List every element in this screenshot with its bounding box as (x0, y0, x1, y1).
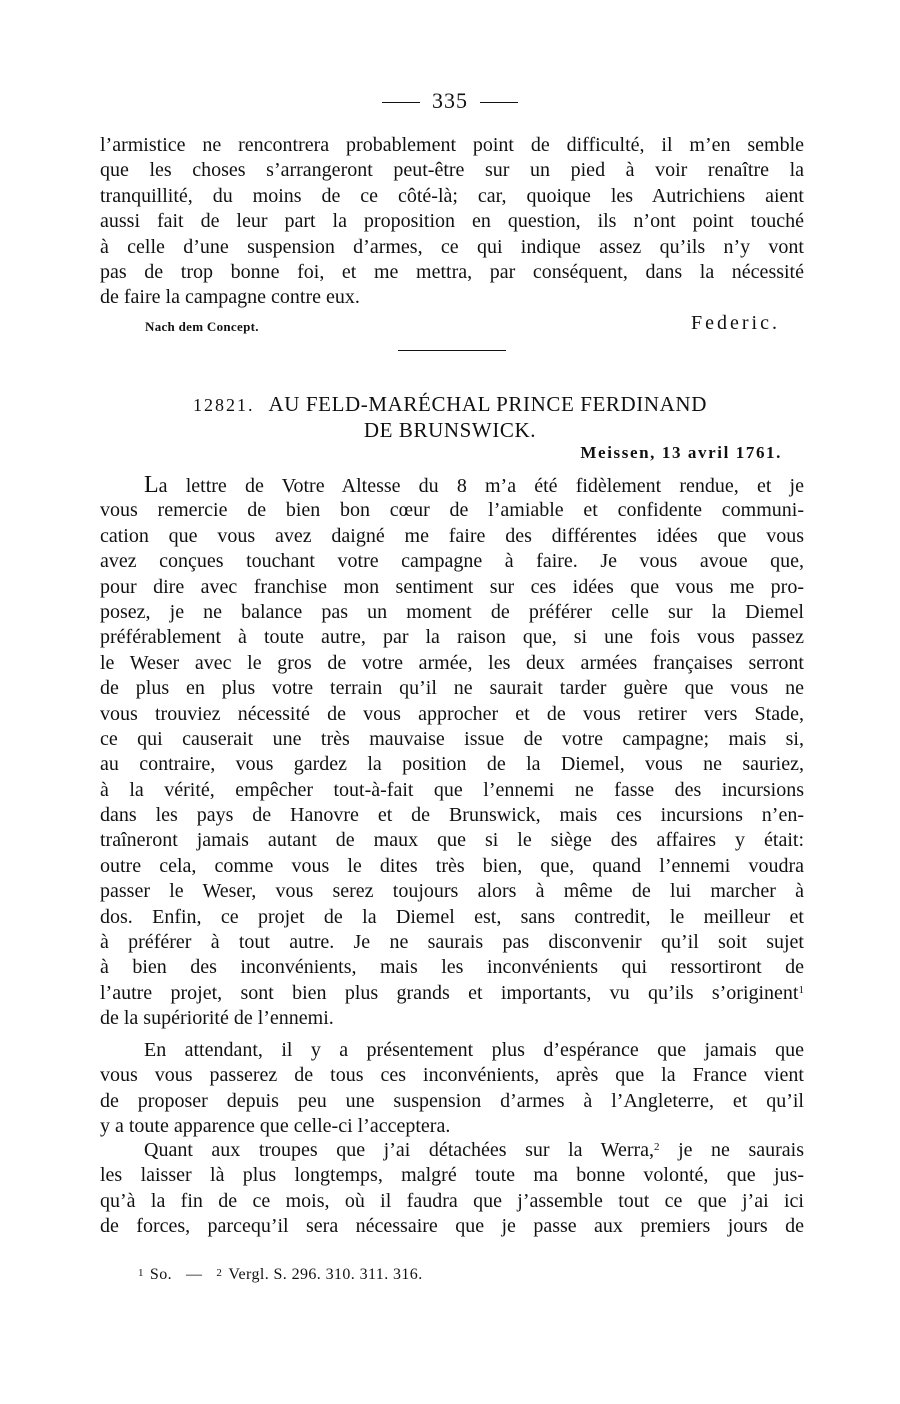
text-line: vous trouviez nécessité de vous approcher et de vous retirer vers Stade, (100, 702, 804, 725)
text-line: outre cela, comme vous le dites très bien, que, quand l’ennemi voudra (100, 854, 804, 877)
footnotes (138, 1266, 423, 1284)
text-line-body: l’autre projet, sont bien plus grands et importants, vu qu’ils s’originent (100, 981, 799, 1004)
source-note: Nach dem Concept. (145, 319, 259, 334)
text-line: ce qui causerait une très mauvaise issue de votre campagne; mais si, (100, 727, 804, 750)
text-line: de plus en plus votre terrain qu’il ne saurait tarder guère que vous ne (100, 677, 804, 700)
letter-heading (100, 392, 800, 443)
text-line: y a toute apparence que celle-ci l’acceptera. (100, 1115, 451, 1138)
text-line: de faire la campagne contre eux. (100, 286, 360, 309)
text-line: passer le Weser, vous serez toujours alors à même de lui marcher à (100, 880, 804, 903)
page-number: 335 (432, 88, 468, 113)
text-line: vous vous passerez de tous ces inconvénients, après que la France vient (100, 1064, 804, 1087)
text-line: à préférer à tout autre. Je ne saurais pas disconvenir qu’il soit sujet (100, 931, 804, 954)
text-line-body: Quant aux troupes que j’ai détachées sur la Werra, (144, 1139, 655, 1161)
text-line: qu’à la fin de ce mois, où il faudra que j’assemble tout ce que j’ai ici (100, 1189, 804, 1212)
letter-paragraph-3 (100, 1138, 804, 1240)
letter-paragraph-2 (100, 1038, 804, 1140)
text-line-with-footnote (100, 981, 804, 1006)
initial-letter: L (144, 473, 159, 498)
text-line-body: je ne saurais (659, 1139, 804, 1161)
text-line: les laisser là plus longtemps, malgré toute ma bonne volonté, que jus- (100, 1164, 804, 1187)
footnote-mark: 1 (138, 1267, 144, 1279)
footnote-text: Vergl. S. 296. 310. 311. 316. (228, 1266, 423, 1283)
text-line: aussi fait de leur part la proposition en question, ils n’ont point touché (100, 210, 804, 233)
letter-heading-line1 (100, 392, 800, 418)
text-line (100, 473, 804, 498)
header-dash-left (382, 102, 420, 103)
text-line: dans les pays de Hanovre et de Brunswick, mais ces incursions n’en- (100, 804, 804, 827)
place-date: Meissen, 13 avril 1761. (580, 443, 782, 462)
closing-row (145, 312, 780, 340)
text-line: avez conçues touchant votre campagne à faire. Je vous avoue que, (100, 550, 804, 573)
text-line: au contraire, vous gardez la position de la Diemel, vous ne sauriez, (100, 753, 804, 776)
text-line: le Weser avec le gros de votre armée, les deux armées françaises serront (100, 651, 804, 674)
text-line: tranquillité, du moins de ce côté-là; car, quoique les Autrichiens aient (100, 184, 804, 207)
header-dash-right (480, 102, 518, 103)
text-line: de la supériorité de l’ennemi. (100, 1007, 334, 1030)
text-line: traîneront jamais autant de maux que si le siège des affaires y était: (100, 829, 804, 852)
text-line: préférablement à toute autre, par la raison que, si une fois vous passez (100, 626, 804, 649)
letter-number: 12821. (193, 395, 255, 415)
letter-title-line1: AU FELD-MARÉCHAL PRINCE FERDINAND (268, 392, 707, 416)
text-line-rest: a lettre de Votre Altesse du 8 m’a été fidèlement rendue, et je (158, 475, 804, 497)
footnote-ref-1: 1 (798, 983, 804, 996)
text-line: à celle d’une suspension d’armes, ce qui indique assez qu’ils n’y vont (100, 235, 804, 258)
continuation-paragraph (100, 133, 804, 311)
letter-paragraph-1 (100, 473, 804, 1032)
section-separator (398, 350, 506, 351)
text-line: vous remercie de bien bon cœur de l’amiable et confidente communi- (100, 499, 804, 522)
footnote-mark: 2 (216, 1267, 223, 1279)
text-line: En attendant, il y a présentement plus d’espérance que jamais que (144, 1039, 804, 1061)
footnote-separator: — (186, 1266, 203, 1283)
text-line: à bien des inconvénients, mais les inconvénients qui ressortiront de (100, 956, 804, 979)
text-line: pour dire avec franchise mon sentiment sur ces idées que vous me pro- (100, 575, 804, 598)
text-line: que les choses s’arrangeront peut-être sur un pied à voir renaître la (100, 159, 804, 182)
text-line: posez, je ne balance pas un moment de préférer celle sur la Diemel (100, 600, 804, 623)
text-line: à la vérité, empêcher tout-à-fait que l’ennemi ne fasse des incursions (100, 778, 804, 801)
letter-title-line2: DE BRUNSWICK. (363, 418, 537, 442)
text-line: cation que vous avez daigné me faire des différentes idées que vous (100, 524, 804, 547)
page-header (0, 88, 900, 114)
footnote-ref-2: 2 (654, 1141, 660, 1153)
text-line: pas de trop bonne foi, et me mettra, par conséquent, dans la nécessité (100, 260, 804, 283)
text-line: dos. Enfin, ce projet de la Diemel est, sans contredit, le meilleur et (100, 905, 804, 928)
signature: Federic. (691, 312, 780, 334)
text-line: l’armistice ne rencontrera probablement point de difficulté, il m’en semble (100, 134, 804, 156)
text-line: de forces, parcequ’il sera nécessaire que je passe aux premiers jours de (100, 1215, 804, 1238)
text-line-with-footnote (100, 1138, 804, 1163)
footnote-text: So. (149, 1266, 173, 1283)
text-line: de proposer depuis peu une suspension d’armes à l’Angleterre, et qu’il (100, 1089, 804, 1112)
